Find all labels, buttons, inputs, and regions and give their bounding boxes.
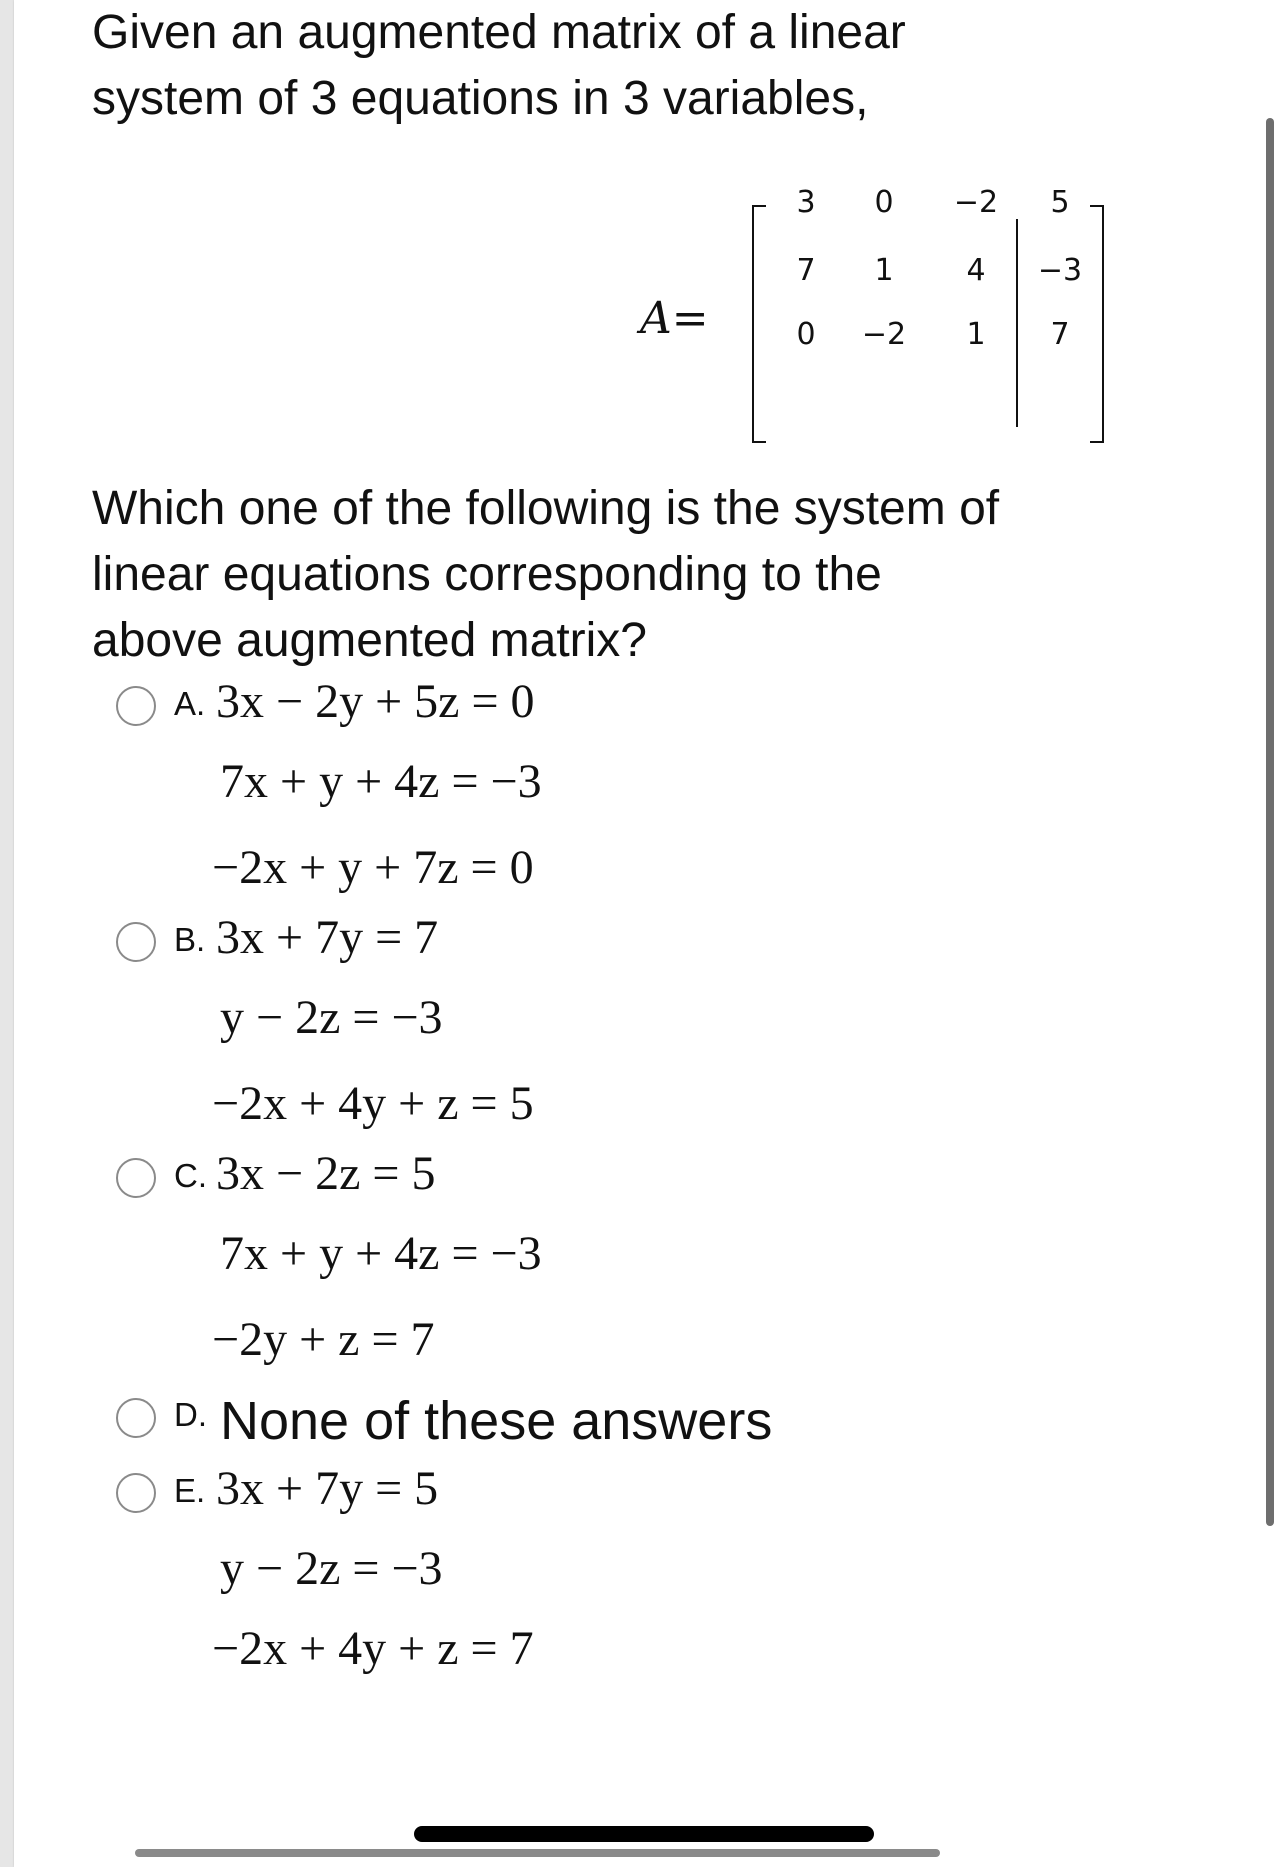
intro-text — [92, 0, 1192, 132]
matrix-variable: A — [640, 293, 672, 344]
home-indicator[interactable] — [414, 1826, 874, 1842]
intro-line-2: system of 3 equations in 3 variables, — [92, 72, 869, 125]
matrix-cell-r3c1: 0 — [796, 317, 816, 352]
option-c-equation-3: −2y + z = 7 — [212, 1313, 435, 1366]
option-b-letter: B. — [174, 921, 206, 958]
question-line-1: Which one of the following is the system of — [92, 482, 1000, 535]
option-c-equation-2: 7x + y + 4z = −3 — [220, 1227, 542, 1280]
horizontal-scrollbar[interactable] — [135, 1849, 940, 1857]
intro-line-1: Given an augmented matrix of a linear — [92, 6, 906, 59]
option-d-text: None of these answers — [220, 1391, 773, 1451]
matrix-equals-sign: = — [671, 293, 709, 344]
question-text — [92, 476, 1232, 674]
option-b-equation-3: −2x + 4y + z = 5 — [212, 1077, 534, 1130]
option-b-equation-2: y − 2z = −3 — [220, 991, 443, 1044]
matrix-left-bracket — [752, 205, 766, 443]
option-a-radio[interactable] — [116, 686, 156, 726]
option-e-letter: E. — [174, 1472, 206, 1509]
option-c-letter: C. — [174, 1157, 207, 1194]
option-a-equation-1: 3x − 2y + 5z = 0 — [216, 675, 535, 728]
matrix-cell-r1c2: 0 — [874, 185, 894, 220]
option-c-radio[interactable] — [116, 1158, 156, 1198]
option-e-equation-3: −2x + 4y + z = 7 — [212, 1622, 534, 1675]
option-d-radio[interactable] — [116, 1398, 156, 1438]
matrix-cell-r3c3: 1 — [966, 317, 986, 352]
option-a-equation-3: −2x + y + 7z = 0 — [212, 841, 534, 894]
question-line-3: above augmented matrix? — [92, 614, 647, 667]
question-line-2: linear equations corresponding to the — [92, 548, 882, 601]
option-a-equation-2: 7x + y + 4z = −3 — [220, 755, 542, 808]
option-e-equation-1: 3x + 7y = 5 — [216, 1462, 439, 1515]
option-e-equation-2: y − 2z = −3 — [220, 1542, 443, 1595]
matrix-cell-r1c1: 3 — [796, 185, 816, 220]
option-b-equation-1: 3x + 7y = 7 — [216, 911, 439, 964]
option-e-radio[interactable] — [116, 1473, 156, 1513]
option-a-letter: A. — [174, 685, 206, 722]
matrix-cell-r3c4: 7 — [1050, 317, 1070, 352]
matrix-cell-r2c4: −3 — [1037, 253, 1083, 288]
option-c-equation-1: 3x − 2z = 5 — [216, 1147, 436, 1200]
matrix-cell-r1c4: 5 — [1050, 185, 1070, 220]
matrix-label — [640, 293, 709, 344]
option-b-radio[interactable] — [116, 922, 156, 962]
matrix-cell-r2c2: 1 — [874, 253, 894, 288]
matrix-cell-r2c1: 7 — [796, 253, 816, 288]
matrix-cell-r2c3: 4 — [966, 253, 986, 288]
matrix-cell-r1c3: −2 — [953, 185, 999, 220]
matrix-cell-r3c2: −2 — [861, 317, 907, 352]
augmented-matrix — [640, 185, 1110, 445]
augmentation-divider — [1016, 219, 1018, 427]
option-d-letter: D. — [174, 1396, 207, 1433]
vertical-scrollbar[interactable] — [1266, 118, 1274, 1526]
